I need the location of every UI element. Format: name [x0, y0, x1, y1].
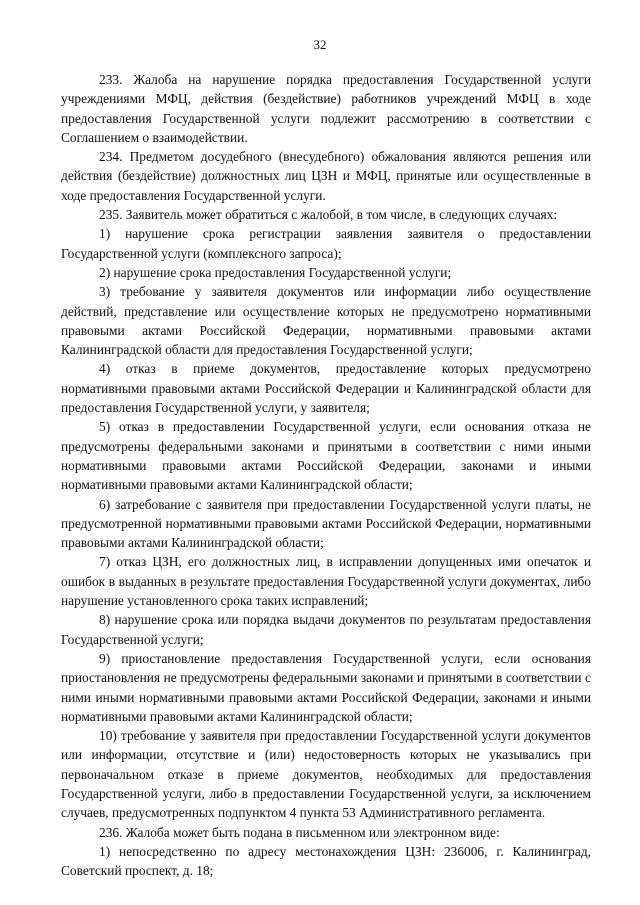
paragraph-236: 236. Жалоба может быть подана в письменном или электронном виде:: [99, 824, 500, 840]
list-item-7: 7) отказ ЦЗН, его должностных лиц, в исправлении допущенных ими опечаток и ошибок в выданных в результате предоставления Государственной услуги документах, либо нарушение установленного срока таких исправлений;: [61, 554, 591, 609]
paragraph-233: 233. Жалоба на нарушение порядка предоставления Государственной услуги учреждениями МФЦ, действия (бездействие) работников учреждений МФЦ в ходе предоставления Государственной услуги подлежит рассмотрению в соответствии с Соглашением о взаимодействии.: [61, 72, 591, 145]
list-item-9: 9) приостановление предоставления Государственной услуги, если основания приостановления не предусмотрены федеральными законами и принятыми в соответствии с ними иными нормативными правовыми актами Российской Федерации, законами и иными нормативными правовыми актами Калининградской области;: [61, 650, 591, 724]
list-item-4: 4) отказ в приеме документов, предоставление которых предусмотрено нормативными правовыми актами Российской Федерации и Калининградской области для предоставления Государственной услуги, у заявителя;: [61, 361, 591, 416]
list-item-5: 5) отказ в предоставлении Государственной услуги, если основания отказа не предусмотрены федеральными законами и принятыми в соответствии с ними иными нормативными правовыми актами Российской Федерации, законами и иными нормативными правовыми актами Калининградской области;: [61, 419, 591, 493]
paragraph-235: 235. Заявитель может обратиться с жалобой, в том числе, в следующих случаях:: [99, 207, 558, 223]
paragraph-234: 234. Предметом досудебного (внесудебного) обжалования являются решения или действия (бездействие) должностных лиц ЦЗН и МФЦ, принятые или осуществленные в ходе предоставления Государственной услуги.: [61, 149, 591, 203]
document-body: [61, 70, 591, 880]
list-item-1: 1) нарушение срока регистрации заявления заявителя о предоставлении Государственной услуги (комплексного запроса);: [61, 226, 591, 261]
list-item-2: 2) нарушение срока предоставления Государственной услуги;: [99, 264, 452, 280]
list-item-10: 10) требование у заявителя при предоставлении Государственной услуги документов или информации, отсутствие и (или) недостоверность которых не указывались при первоначальном отказе в приеме документов, необходимых для предоставления Государственной услуги, либо в предоставлении Государственной услуги, за исключением случаев, предусмотренных подпунктом 4 пункта 53 Административного регламента.: [61, 728, 591, 821]
page-number: 32: [313, 37, 327, 52]
list-item-8: 8) нарушение срока или порядка выдачи документов по результатам предоставления Государственной услуги;: [61, 612, 591, 647]
list-item-3: 3) требование у заявителя документов или информации либо осуществление действий, представление или осуществление которых не предусмотрено нормативными правовыми актами Российской Федерации, нормативными правовыми актами Калининградской области для предоставления Государственной услуги;: [61, 284, 591, 358]
list-item-236-1: 1) непосредственно по адресу местонахождения ЦЗН: 236006, г. Калининград, Советский проспект, д. 18;: [61, 843, 591, 879]
list-item-6: 6) затребование с заявителя при предоставлении Государственной услуги платы, не предусмотренной нормативными правовыми актами Российской Федерации, нормативными правовыми актами Калининградской области;: [61, 496, 591, 551]
